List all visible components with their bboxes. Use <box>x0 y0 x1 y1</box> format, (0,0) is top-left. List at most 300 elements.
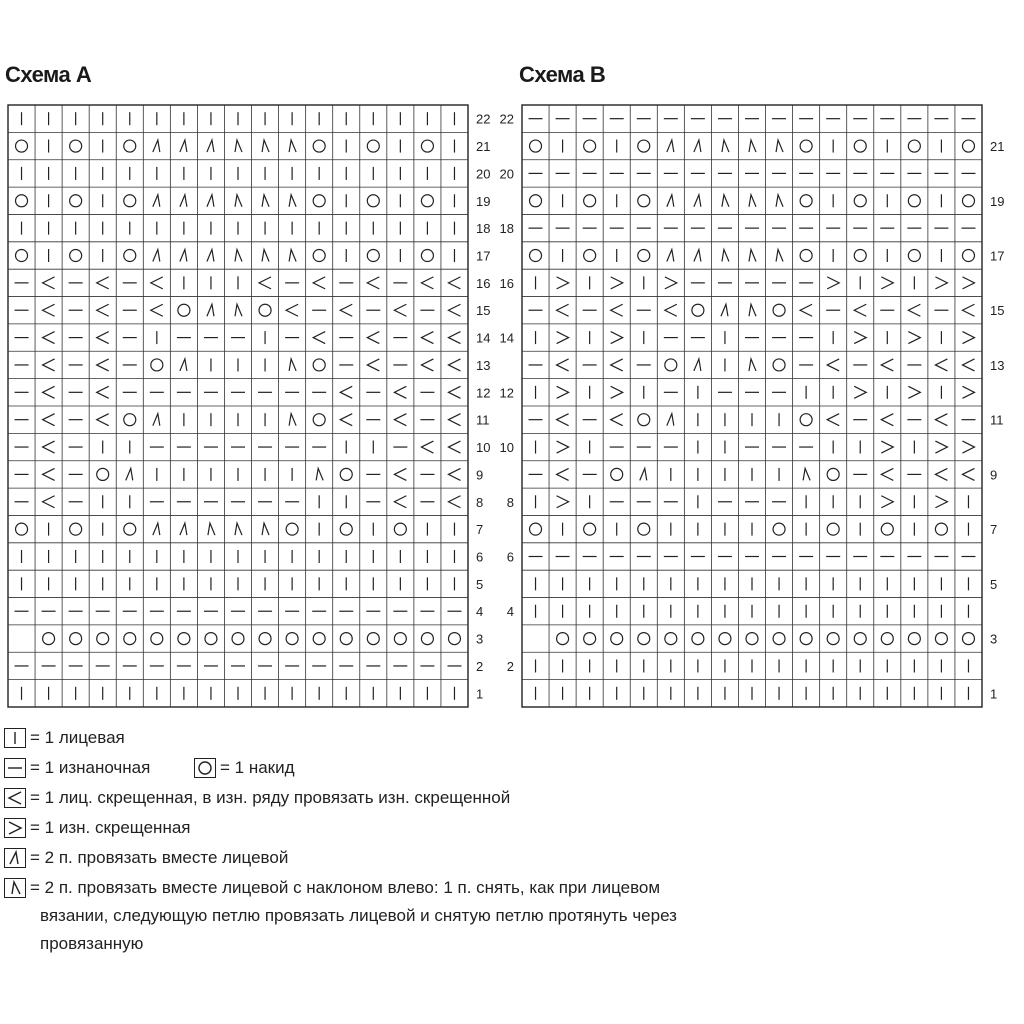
k2tog-stitch <box>667 140 674 152</box>
yarn-over-stitch <box>908 633 920 645</box>
twisted-knit-stitch <box>557 359 569 371</box>
yarn-over-stitch <box>394 523 406 535</box>
yarn-over-stitch <box>638 250 650 262</box>
row-number-label: 20 <box>476 166 491 182</box>
yarn-over-stitch <box>70 195 82 207</box>
twisted-knit-stitch <box>43 468 55 480</box>
knit-symbol-icon <box>4 728 26 748</box>
legend-item-k2tog <box>4 844 288 872</box>
yarn-over-stitch <box>854 250 866 262</box>
yarn-over-stitch <box>70 523 82 535</box>
yarn-over-stitch <box>827 468 839 480</box>
yarn-over-stitch <box>340 468 352 480</box>
yarn-over-stitch <box>421 195 433 207</box>
twisted-knit-stitch <box>827 359 839 371</box>
twisted-knit-stitch <box>421 359 433 371</box>
row-number-label: 15 <box>990 303 1005 319</box>
ssk-stitch <box>235 304 242 316</box>
row-number-label: 9 <box>476 467 484 483</box>
twisted-knit-stitch <box>421 332 433 344</box>
legend-text-ssk-line-3: провязанную <box>40 934 144 953</box>
k2tog-stitch <box>153 250 160 262</box>
yarn-over-stitch <box>70 633 82 645</box>
k2tog-stitch <box>180 195 187 207</box>
twisted-knit-stitch <box>448 277 460 289</box>
twisted-knit-stitch <box>448 468 460 480</box>
yarn-over-stitch <box>962 140 974 152</box>
twisted-knit-stitch <box>962 468 974 480</box>
yarn-over-stitch <box>692 633 704 645</box>
yarn-over-stitch <box>367 250 379 262</box>
yarn-over-stitch <box>259 304 271 316</box>
twisted-knit-stitch <box>827 414 839 426</box>
chart-b-title: Схема В <box>519 62 606 87</box>
ssk-stitch <box>776 140 783 152</box>
yarn-over-stitch <box>367 140 379 152</box>
k2tog-stitch <box>126 468 133 480</box>
row-number-label: 6 <box>506 549 514 565</box>
row-number-label: 11 <box>476 412 490 428</box>
yarn-over-stitch <box>908 195 920 207</box>
yarn-over-stitch <box>530 140 542 152</box>
twisted-purl-stitch <box>854 386 866 398</box>
twisted-knit-stitch <box>448 359 460 371</box>
yarn-over-stitch <box>16 140 28 152</box>
yarn-over-stitch <box>665 359 677 371</box>
twisted-knit-stitch <box>97 277 109 289</box>
twisted-purl-stitch <box>881 277 893 289</box>
row-number-label: 11 <box>990 412 1004 428</box>
yarn-over-stitch <box>827 523 839 535</box>
row-number-label: 7 <box>476 522 484 538</box>
legend-text-ssk-line-1: = 2 п. провязать вместе лицевой с наклоном влево: 1 п. снять, как при лицевом <box>30 878 661 897</box>
yarn-over-stitch <box>124 140 136 152</box>
legend-item-purl <box>4 754 150 782</box>
yarn-over-stitch <box>800 250 812 262</box>
row-number-label: 17 <box>990 248 1005 264</box>
purl-symbol-icon <box>4 758 26 778</box>
ssk-symbol-icon <box>4 878 26 898</box>
yarn-over-stitch <box>16 250 28 262</box>
row-number-label: 12 <box>499 385 514 401</box>
row-number-label: 9 <box>990 467 998 483</box>
ssk-stitch <box>262 250 269 262</box>
yarn-over-symbol-icon <box>194 758 216 778</box>
twisted-knit-stitch <box>448 304 460 316</box>
yarn-over-stitch <box>827 633 839 645</box>
yarn-over-stitch <box>881 523 893 535</box>
row-number-label: 2 <box>476 658 484 674</box>
twisted-knit-stitch <box>935 359 947 371</box>
ssk-stitch <box>289 414 296 426</box>
row-number-label: 8 <box>506 494 514 510</box>
yarn-over-stitch <box>584 195 596 207</box>
ssk-stitch <box>289 250 296 262</box>
yarn-over-stitch <box>746 633 758 645</box>
twisted-purl-stitch <box>908 332 920 344</box>
twisted-purl-stitch <box>881 441 893 453</box>
twisted-purl-stitch <box>935 441 947 453</box>
twisted-knit-stitch <box>800 304 812 316</box>
yarn-over-stitch <box>124 250 136 262</box>
twisted-knit-stitch <box>43 359 55 371</box>
row-number-label: 7 <box>990 522 998 538</box>
yarn-over-stitch <box>908 140 920 152</box>
twisted-knit-stitch <box>43 386 55 398</box>
row-number-label: 8 <box>476 494 484 510</box>
legend-item-twisted-purl <box>4 814 191 842</box>
row-number-label: 21 <box>990 139 1005 155</box>
row-number-label: 13 <box>990 357 1005 373</box>
twisted-purl-symbol-icon <box>4 818 26 838</box>
yarn-over-stitch <box>638 195 650 207</box>
yarn-over-stitch <box>313 195 325 207</box>
yarn-over-stitch <box>97 468 109 480</box>
yarn-over-stitch <box>935 523 947 535</box>
legend-item-yarn-over <box>194 754 295 782</box>
yarn-over-stitch <box>313 633 325 645</box>
yarn-over-stitch <box>530 523 542 535</box>
ssk-stitch <box>289 140 296 152</box>
yarn-over-stitch <box>773 359 785 371</box>
twisted-purl-stitch <box>962 386 974 398</box>
ssk-stitch <box>749 250 756 262</box>
k2tog-stitch <box>207 304 214 316</box>
yarn-over-stitch <box>232 633 244 645</box>
yarn-over-stitch <box>908 250 920 262</box>
twisted-knit-stitch <box>313 277 325 289</box>
ssk-stitch <box>235 195 242 207</box>
k2tog-stitch <box>180 523 187 535</box>
chart-a-title: Схема А <box>5 62 92 87</box>
yarn-over-stitch <box>854 633 866 645</box>
yarn-over-stitch <box>530 195 542 207</box>
twisted-knit-stitch <box>611 304 623 316</box>
twisted-knit-stitch <box>421 441 433 453</box>
row-number-label: 10 <box>499 440 514 456</box>
legend-text-ssk <box>30 874 677 958</box>
k2tog-stitch <box>667 414 674 426</box>
yarn-over-stitch <box>313 414 325 426</box>
yarn-over-stitch <box>178 304 190 316</box>
twisted-purl-stitch <box>557 277 569 289</box>
yarn-over-stitch <box>584 250 596 262</box>
twisted-purl-stitch <box>962 332 974 344</box>
ssk-stitch <box>722 195 729 207</box>
legend-text-twisted-knit: = 1 лиц. скрещенная, в изн. ряду провязать изн. скрещенной <box>30 788 511 807</box>
yarn-over-stitch <box>611 633 623 645</box>
twisted-knit-stitch <box>394 304 406 316</box>
yarn-over-stitch <box>421 633 433 645</box>
yarn-over-stitch <box>530 250 542 262</box>
twisted-knit-stitch <box>394 386 406 398</box>
legend-text-k2tog: = 2 п. провязать вместе лицевой <box>30 848 289 867</box>
row-number-label: 3 <box>476 631 484 647</box>
k2tog-stitch <box>180 140 187 152</box>
twisted-knit-stitch <box>935 414 947 426</box>
k2tog-stitch <box>667 250 674 262</box>
ssk-stitch <box>722 140 729 152</box>
k2tog-stitch <box>153 523 160 535</box>
twisted-knit-stitch <box>340 414 352 426</box>
legend-text-ssk-line-2: вязании, следующую петлю провязать лицевой и снятую петлю протянуть через <box>40 906 677 925</box>
yarn-over-stitch <box>665 633 677 645</box>
yarn-over-stitch <box>205 633 217 645</box>
twisted-knit-stitch <box>962 359 974 371</box>
ssk-stitch <box>262 195 269 207</box>
yarn-over-stitch <box>421 140 433 152</box>
twisted-purl-stitch <box>611 277 623 289</box>
twisted-knit-stitch <box>97 359 109 371</box>
twisted-purl-stitch <box>935 496 947 508</box>
yarn-over-stitch <box>124 523 136 535</box>
k2tog-stitch <box>180 250 187 262</box>
twisted-purl-stitch <box>935 277 947 289</box>
yarn-over-stitch <box>881 633 893 645</box>
yarn-over-stitch <box>340 633 352 645</box>
yarn-over-stitch <box>367 195 379 207</box>
twisted-knit-stitch <box>43 332 55 344</box>
twisted-purl-stitch <box>557 386 569 398</box>
twisted-knit-stitch <box>665 304 677 316</box>
yarn-over-stitch <box>962 195 974 207</box>
row-number-label: 21 <box>476 139 491 155</box>
twisted-knit-stitch <box>259 277 271 289</box>
ssk-stitch <box>776 195 783 207</box>
row-number-label: 4 <box>506 604 514 620</box>
row-number-label: 5 <box>476 576 484 592</box>
k2tog-stitch <box>153 195 160 207</box>
ssk-stitch <box>803 468 810 480</box>
row-number-label: 17 <box>476 248 491 264</box>
twisted-knit-stitch <box>448 441 460 453</box>
ssk-stitch <box>235 250 242 262</box>
ssk-stitch <box>749 359 756 371</box>
k2tog-stitch <box>694 140 701 152</box>
twisted-purl-stitch <box>881 496 893 508</box>
yarn-over-stitch <box>367 633 379 645</box>
yarn-over-stitch <box>286 633 298 645</box>
twisted-knit-stitch <box>43 277 55 289</box>
row-number-label: 10 <box>476 440 491 456</box>
twisted-knit-stitch <box>151 277 163 289</box>
ssk-stitch <box>289 359 296 371</box>
yarn-over-stitch <box>962 633 974 645</box>
k2tog-stitch <box>640 468 647 480</box>
yarn-over-stitch <box>719 633 731 645</box>
yarn-over-stitch <box>638 414 650 426</box>
twisted-purl-stitch <box>854 332 866 344</box>
legend-text-purl: = 1 изнаночная <box>30 758 151 777</box>
twisted-purl-stitch <box>557 496 569 508</box>
twisted-knit-stitch <box>908 304 920 316</box>
yarn-over-stitch <box>800 195 812 207</box>
row-number-label: 14 <box>476 330 491 346</box>
yarn-over-stitch <box>557 633 569 645</box>
twisted-knit-stitch <box>151 304 163 316</box>
yarn-over-stitch <box>800 140 812 152</box>
twisted-knit-stitch <box>340 386 352 398</box>
twisted-purl-stitch <box>962 277 974 289</box>
twisted-knit-stitch <box>367 277 379 289</box>
yarn-over-stitch <box>124 414 136 426</box>
twisted-purl-stitch <box>557 441 569 453</box>
twisted-knit-stitch <box>881 468 893 480</box>
yarn-over-stitch <box>313 250 325 262</box>
legend-text-twisted-purl: = 1 изн. скрещенная <box>30 818 191 837</box>
twisted-knit-stitch <box>394 414 406 426</box>
twisted-purl-stitch <box>557 332 569 344</box>
row-number-label: 2 <box>506 658 514 674</box>
chart-b-grid <box>500 105 1005 707</box>
yarn-over-stitch <box>313 140 325 152</box>
yarn-over-stitch <box>286 523 298 535</box>
ssk-stitch <box>749 140 756 152</box>
k2tog-stitch <box>694 359 701 371</box>
row-number-label: 22 <box>476 111 491 127</box>
twisted-purl-stitch <box>908 386 920 398</box>
row-number-label: 4 <box>476 604 484 620</box>
twisted-knit-stitch <box>97 304 109 316</box>
twisted-purl-stitch <box>611 332 623 344</box>
row-number-label: 6 <box>476 549 484 565</box>
yarn-over-stitch <box>692 304 704 316</box>
yarn-over-stitch <box>178 633 190 645</box>
legend-text-knit: = 1 лицевая <box>30 728 125 747</box>
row-number-label: 18 <box>476 221 491 237</box>
k2tog-stitch <box>180 359 187 371</box>
k2tog-stitch <box>207 195 214 207</box>
ssk-stitch <box>262 523 269 535</box>
k2tog-stitch <box>694 195 701 207</box>
yarn-over-stitch <box>70 140 82 152</box>
yarn-over-stitch <box>340 523 352 535</box>
row-number-label: 19 <box>476 193 491 209</box>
twisted-knit-stitch <box>97 332 109 344</box>
row-number-label: 13 <box>476 357 491 373</box>
legend-item-knit <box>4 724 125 752</box>
row-number-label: 3 <box>990 631 998 647</box>
row-number-label: 22 <box>499 111 514 127</box>
twisted-knit-stitch <box>43 304 55 316</box>
ssk-stitch <box>235 140 242 152</box>
twisted-knit-stitch <box>394 468 406 480</box>
k2tog-stitch <box>207 250 214 262</box>
twisted-knit-stitch <box>611 359 623 371</box>
chart-a-grid <box>8 105 490 707</box>
twisted-knit-stitch <box>557 468 569 480</box>
yarn-over-stitch <box>151 633 163 645</box>
yarn-over-stitch <box>854 140 866 152</box>
k2tog-stitch <box>207 140 214 152</box>
twisted-knit-stitch <box>448 496 460 508</box>
twisted-knit-stitch <box>97 386 109 398</box>
ssk-stitch <box>316 468 323 480</box>
yarn-over-stitch <box>43 633 55 645</box>
yarn-over-stitch <box>124 195 136 207</box>
ssk-stitch <box>289 195 296 207</box>
yarn-over-stitch <box>394 633 406 645</box>
twisted-knit-stitch <box>448 414 460 426</box>
yarn-over-stitch <box>773 304 785 316</box>
yarn-over-stitch <box>448 633 460 645</box>
yarn-over-stitch <box>800 414 812 426</box>
ssk-stitch <box>262 140 269 152</box>
ssk-stitch <box>722 250 729 262</box>
legend-text-yarn-over: = 1 накид <box>220 758 295 777</box>
k2tog-stitch <box>153 414 160 426</box>
k2tog-symbol-icon <box>4 848 26 868</box>
row-number-label: 12 <box>476 385 491 401</box>
twisted-knit-stitch <box>611 414 623 426</box>
row-number-label: 18 <box>499 221 514 237</box>
twisted-knit-stitch <box>394 496 406 508</box>
twisted-knit-stitch <box>557 414 569 426</box>
twisted-knit-stitch <box>340 304 352 316</box>
yarn-over-stitch <box>962 250 974 262</box>
yarn-over-stitch <box>16 195 28 207</box>
row-number-label: 16 <box>476 275 491 291</box>
yarn-over-stitch <box>259 633 271 645</box>
twisted-knit-symbol-icon <box>4 788 26 808</box>
yarn-over-stitch <box>854 195 866 207</box>
twisted-knit-stitch <box>881 414 893 426</box>
twisted-knit-stitch <box>557 304 569 316</box>
yarn-over-stitch <box>97 633 109 645</box>
twisted-purl-stitch <box>827 277 839 289</box>
twisted-knit-stitch <box>854 304 866 316</box>
twisted-knit-stitch <box>881 359 893 371</box>
yarn-over-stitch <box>638 633 650 645</box>
legend-item-ssk <box>4 874 677 958</box>
yarn-over-stitch <box>638 140 650 152</box>
yarn-over-stitch <box>638 523 650 535</box>
yarn-over-stitch <box>773 633 785 645</box>
twisted-knit-stitch <box>367 332 379 344</box>
yarn-over-stitch <box>935 633 947 645</box>
yarn-over-stitch <box>584 523 596 535</box>
row-number-label: 1 <box>476 686 484 702</box>
ssk-stitch <box>208 523 215 535</box>
yarn-over-stitch <box>16 523 28 535</box>
k2tog-stitch <box>694 250 701 262</box>
twisted-knit-stitch <box>448 332 460 344</box>
twisted-knit-stitch <box>313 332 325 344</box>
row-number-label: 14 <box>499 330 514 346</box>
ssk-stitch <box>235 523 242 535</box>
twisted-knit-stitch <box>935 468 947 480</box>
twisted-purl-stitch <box>962 441 974 453</box>
twisted-knit-stitch <box>43 496 55 508</box>
twisted-knit-stitch <box>286 304 298 316</box>
twisted-purl-stitch <box>611 386 623 398</box>
row-number-label: 20 <box>499 166 514 182</box>
k2tog-stitch <box>153 140 160 152</box>
twisted-knit-stitch <box>43 441 55 453</box>
legend-item-twisted-knit <box>4 784 510 812</box>
twisted-knit-stitch <box>367 359 379 371</box>
yarn-over-stitch <box>421 250 433 262</box>
yarn-over-stitch <box>151 359 163 371</box>
yarn-over-stitch <box>800 633 812 645</box>
ssk-stitch <box>749 304 756 316</box>
row-number-label: 5 <box>990 576 998 592</box>
yarn-over-stitch <box>773 523 785 535</box>
ssk-stitch <box>776 250 783 262</box>
twisted-knit-stitch <box>97 414 109 426</box>
twisted-knit-stitch <box>421 277 433 289</box>
twisted-knit-stitch <box>43 414 55 426</box>
